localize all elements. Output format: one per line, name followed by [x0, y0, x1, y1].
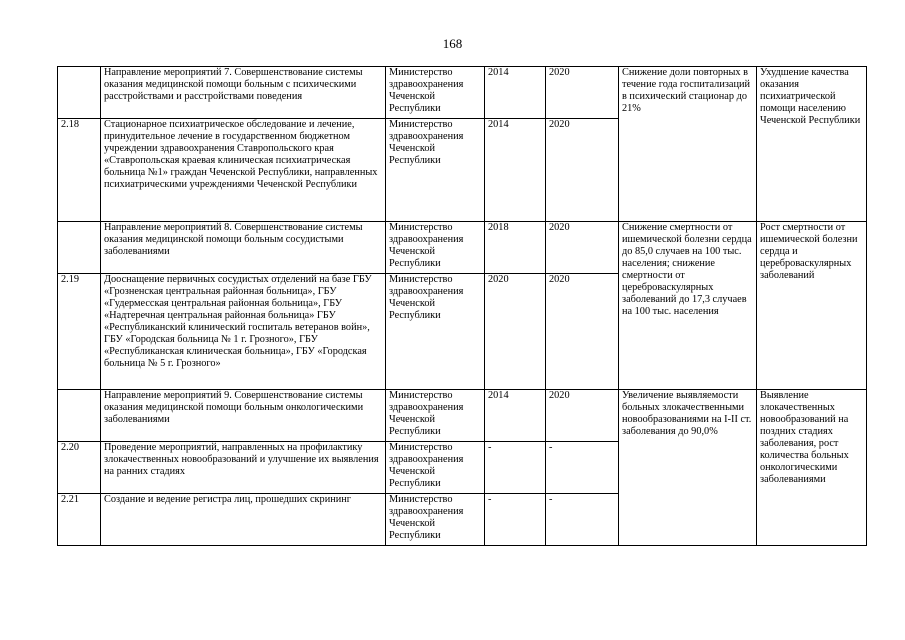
executor: Министерство здравоохранения Чеченской Республики	[386, 494, 485, 546]
measure-name: Проведение мероприятий, направленных на профилактику злокачественных новообразований и улучшение их выявления на ранних стадиях	[101, 442, 386, 494]
start-year: -	[485, 442, 546, 494]
row-number: 2.21	[58, 494, 101, 546]
start-year: 2014	[485, 67, 546, 119]
table-row	[58, 67, 867, 119]
consequence: Рост смертности от ишемической болезни сердца и цереброваскулярных заболеваний	[757, 222, 867, 390]
executor: Министерство здравоохранения Чеченской Республики	[386, 442, 485, 494]
start-year: 2020	[485, 274, 546, 390]
end-year: 2020	[546, 390, 619, 442]
expected-result: Увеличение выявляемости больных злокачественными новообразованиями на I-II ст. заболевания до 90,0%	[619, 390, 757, 546]
executor: Министерство здравоохранения Чеченской Республики	[386, 390, 485, 442]
program-table	[57, 66, 867, 546]
consequence: Ухудшение качества оказания психиатрической помощи населению Чеченской Республики	[757, 67, 867, 222]
row-number	[58, 222, 101, 274]
row-number	[58, 390, 101, 442]
expected-result: Снижение доли повторных в течение года госпитализаций в психический стационар до 21%	[619, 67, 757, 222]
table-row	[58, 222, 867, 274]
measure-name: Направление мероприятий 8. Совершенствование системы оказания медицинской помощи больным сосудистыми заболеваниями	[101, 222, 386, 274]
start-year: 2014	[485, 119, 546, 222]
consequence: Выявление злокачественных новообразований на поздних стадиях заболевания, рост количества больных онкологическими заболеваниями	[757, 390, 867, 546]
expected-result: Снижение смертности от ишемической болезни сердца до 85,0 случаев на 100 тыс. населения; снижение смертности от цереброваскулярных заболеваний до 17,3 случаев на 100 тыс. населения	[619, 222, 757, 390]
measure-name: Направление мероприятий 7. Совершенствование системы оказания медицинской помощи больным с психическими расстройствами и расстройствами поведения	[101, 67, 386, 119]
end-year: -	[546, 442, 619, 494]
end-year: -	[546, 494, 619, 546]
row-number	[58, 67, 101, 119]
row-number: 2.18	[58, 119, 101, 222]
end-year: 2020	[546, 222, 619, 274]
end-year: 2020	[546, 119, 619, 222]
table-row	[58, 390, 867, 442]
end-year: 2020	[546, 274, 619, 390]
row-number: 2.19	[58, 274, 101, 390]
start-year: 2018	[485, 222, 546, 274]
start-year: 2014	[485, 390, 546, 442]
measure-name: Стационарное психиатрическое обследование и лечение, принудительное лечение в государственном бюджетном учреждении здравоохранения Ставропольского края «Ставропольская краевая клиническая психиатрическая больница №1» граждан Чеченской Республики, направленных психиатрическими учреждениями Чеченской Республики	[101, 119, 386, 222]
page-number: 168	[442, 36, 463, 51]
measure-name: Направление мероприятий 9. Совершенствование системы оказания медицинской помощи больным онкологическими заболеваниями	[101, 390, 386, 442]
measure-name: Дооснащение первичных сосудистых отделений на базе ГБУ «Грозненская центральная районная больница», ГБУ «Гудермесская центральная районная больница», ГБУ «Надтеречная центральная районная больница» ГБУ «Республиканский клинический госпиталь ветеранов войн», ГБУ «Городская больница № 1 г. Грозного», ГБУ «Республиканская клиническая больница», ГБУ «Городская больница № 5 г. Грозного»	[101, 274, 386, 390]
executor: Министерство здравоохранения Чеченской Республики	[386, 222, 485, 274]
row-number: 2.20	[58, 442, 101, 494]
executor: Министерство здравоохранения Чеченской Республики	[386, 119, 485, 222]
executor: Министерство здравоохранения Чеченской Республики	[386, 67, 485, 119]
start-year: -	[485, 494, 546, 546]
executor: Министерство здравоохранения Чеченской Республики	[386, 274, 485, 390]
measure-name: Создание и ведение регистра лиц, прошедших скрининг	[101, 494, 386, 546]
end-year: 2020	[546, 67, 619, 119]
